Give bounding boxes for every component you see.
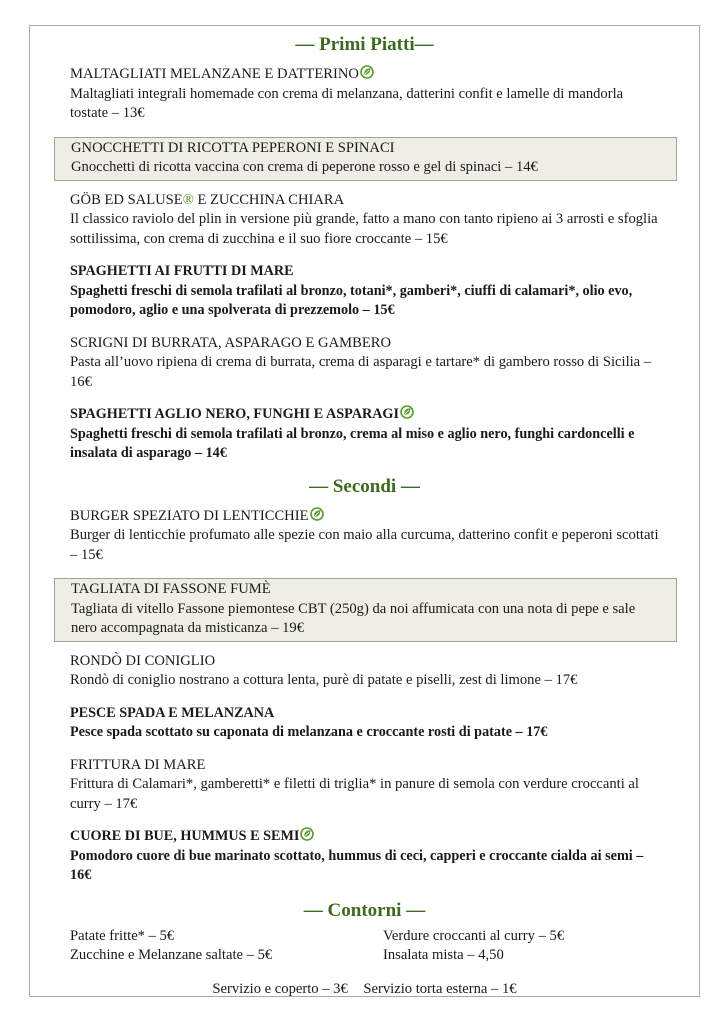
menu-frame: [29, 25, 700, 997]
dish-name-text: PESCE SPADA E MELANZANA: [70, 704, 275, 721]
menu-item: [30, 756, 699, 815]
dish-name: [70, 756, 659, 776]
section-title: — Secondi —: [309, 475, 420, 497]
dish-name-text: TAGLIATA DI FASSONE FUMÈ: [71, 581, 271, 597]
dish-name: [70, 507, 659, 527]
section-title-contorni: — Contorni —: [303, 899, 426, 921]
menu-item: [30, 65, 699, 124]
footer-charges: [30, 981, 699, 998]
menu-item: [54, 578, 677, 642]
vegetarian-leaf-icon: [400, 405, 414, 419]
dish-description: Tagliata di vitello Fassone piemontese CBT (250g) da noi affumicata con una nota di pepe e sale nero accompagnata da misticanza – 19€: [71, 600, 636, 636]
section-title: — Primi Piatti—: [295, 34, 434, 55]
dish-name-rest: E ZUCCHINA CHIARA: [193, 191, 345, 208]
menu-item: [30, 827, 699, 886]
dish-description: Spaghetti freschi di semola trafilati al bronzo, totani*, gamberi*, ciuffi di calamari*, olio evo, pomodoro, aglio e una spolverata di prezzemolo – 15€: [70, 282, 633, 318]
dish-name-text: GÖB ED SALUSE: [70, 191, 183, 208]
menu-content: [30, 26, 699, 886]
menu-item: [30, 334, 699, 393]
dish-description: Rondò di coniglio nostrano a cottura lenta, purè di patate e piselli, zest di limone – 17€: [70, 672, 578, 688]
menu-item: [30, 507, 699, 566]
contorni-item: Patate fritte* – 5€: [70, 927, 175, 944]
dish-name-text: CUORE DI BUE, HUMMUS E SEMI: [70, 828, 300, 844]
contorni-list: [30, 927, 699, 966]
menu-item: [54, 137, 677, 181]
dish-name-text: BURGER SPEZIATO DI LENTICCHIE: [70, 507, 309, 524]
dish-name: [70, 827, 659, 847]
dish-name: [70, 191, 659, 211]
dish-name-text: SPAGHETTI AGLIO NERO, FUNGHI E ASPARAGI: [70, 406, 399, 422]
vegetarian-leaf-icon: [360, 65, 374, 79]
menu-item: [30, 405, 699, 464]
vegetarian-leaf-icon: [310, 507, 324, 521]
vegetarian-leaf-icon: [300, 827, 314, 841]
dish-name: [70, 405, 659, 425]
contorni-item: Insalata mista – 4,50: [383, 947, 504, 963]
dish-name-text: SCRIGNI DI BURRATA, ASPARAGO E GAMBERO: [70, 334, 392, 351]
dish-description: Il classico raviolo del plin in versione più grande, fatto a mano con tanto ripieno ai 3 arrosti e sfoglia sottilissima, con crema di zucchina e il suo fiore croccante – 15€: [70, 211, 658, 247]
dish-description: Gnocchetti di ricotta vaccina con crema di peperone rosso e gel di spinaci – 14€: [71, 159, 538, 175]
dish-name: [70, 65, 659, 85]
dish-name: [70, 262, 659, 282]
contorni-item: Zucchine e Melanzane saltate – 5€: [70, 947, 273, 963]
menu-item: [30, 262, 699, 321]
dish-name-text: FRITTURA DI MARE: [70, 756, 206, 773]
dish-description: Burger di lenticchie profumato alle spezie con maio alla curcuma, datterino confit e peperoni scottati – 15€: [70, 527, 659, 563]
dish-name: [71, 580, 662, 600]
dish-name: [70, 334, 659, 354]
dish-description: Pomodoro cuore di bue marinato scottato, hummus di ceci, capperi e croccante cialda ai semi – 16€: [70, 847, 644, 883]
dish-name-text: GNOCCHETTI DI RICOTTA PEPERONI E SPINACI: [71, 139, 395, 156]
menu-item: [30, 652, 699, 691]
menu-item: [30, 191, 699, 250]
service-charge: Servizio e coperto – 3€: [212, 980, 348, 997]
dish-description: Spaghetti freschi di semola trafilati al bronzo, crema al miso e aglio nero, funghi cardoncelli e insalata di asparago – 14€: [70, 425, 635, 461]
dish-description: Frittura di Calamari*, gamberetti* e filetti di triglia* in panure di semola con verdure croccanti al curry – 17€: [70, 776, 639, 812]
dish-name-text: MALTAGLIATI MELANZANE E DATTERINO: [70, 66, 359, 82]
dish-name-text: RONDÒ DI CONIGLIO: [70, 652, 216, 669]
dish-name: [70, 652, 659, 672]
dish-description: Pasta all’uovo ripiena di crema di burrata, crema di asparagi e tartare* di gambero rosso di Sicilia – 16€: [70, 354, 652, 390]
cake-charge: Servizio torta esterna – 1€: [363, 980, 517, 997]
dish-description: Maltagliati integrali homemade con crema di melanzana, datterini confit e lamelle di mandorla tostate – 13€: [70, 85, 624, 121]
contorni-item: Verdure croccanti al curry – 5€: [383, 927, 565, 944]
dish-name-text: SPAGHETTI AI FRUTTI DI MARE: [70, 263, 294, 279]
registered-mark: ®: [182, 191, 194, 208]
dish-name: [71, 139, 662, 159]
menu-item: [30, 704, 699, 743]
dish-description: Pesce spada scottato su caponata di melanzana e croccante rosti di patate – 17€: [70, 724, 548, 740]
dish-name: [70, 704, 659, 724]
